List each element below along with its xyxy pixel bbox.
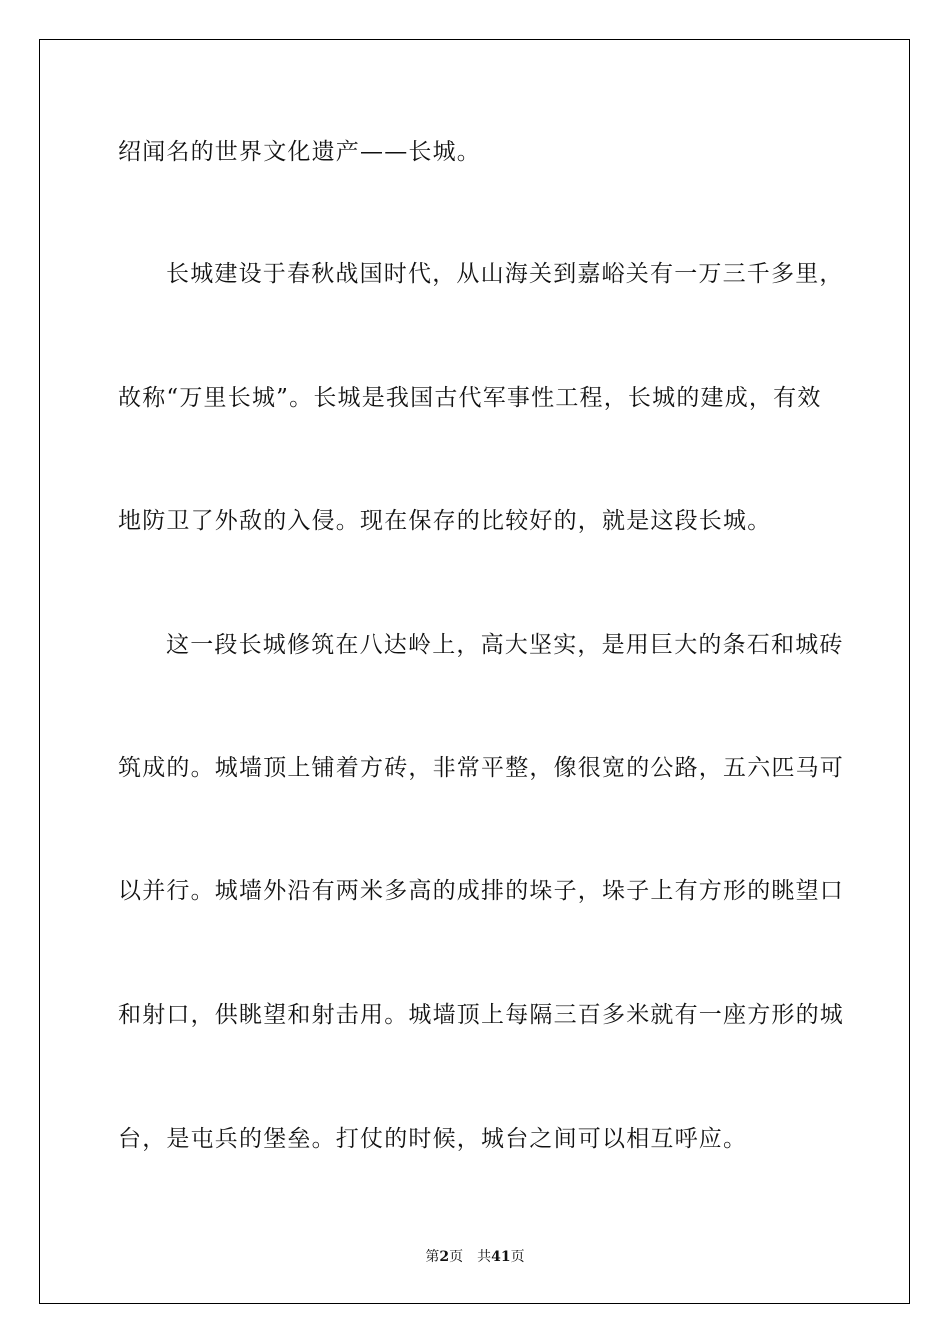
page-footer <box>0 1246 950 1266</box>
text-line-9: 台，是屯兵的堡垒。打仗的时候，城台之间可以相互呼应。 <box>118 1126 748 1152</box>
page-label-prefix: 第 <box>425 1249 440 1265</box>
text-line-2: 长城建设于春秋战国时代，从山海关到嘉峪关有一万三千多里， <box>166 261 844 287</box>
page-border <box>39 39 910 1304</box>
text-line-3: 故称“万里长城”。长城是我国古代军事性工程，长城的建成，有效 <box>118 385 822 411</box>
text-line-1: 绍闻名的世界文化遗产——长城。 <box>118 139 481 165</box>
text-line-4: 地防卫了外敌的入侵。现在保存的比较好的，就是这段长城。 <box>118 508 772 534</box>
text-line-5: 这一段长城修筑在八达岭上，高大坚实，是用巨大的条石和城砖 <box>166 632 844 658</box>
text-line-7: 以并行。城墙外沿有两米多高的成排的垛子，垛子上有方形的眺望口 <box>118 878 844 904</box>
current-page-number: 2 <box>439 1249 450 1265</box>
page-label-suffix: 页 <box>449 1249 464 1265</box>
total-label-prefix: 共 <box>477 1249 492 1265</box>
total-label-suffix: 页 <box>510 1249 525 1265</box>
text-line-8: 和射口，供眺望和射击用。城墙顶上每隔三百多米就有一座方形的城 <box>118 1002 844 1028</box>
text-line-6: 筑成的。城墙顶上铺着方砖，非常平整，像很宽的公路，五六匹马可 <box>118 755 844 781</box>
total-page-count: 41 <box>491 1249 511 1265</box>
